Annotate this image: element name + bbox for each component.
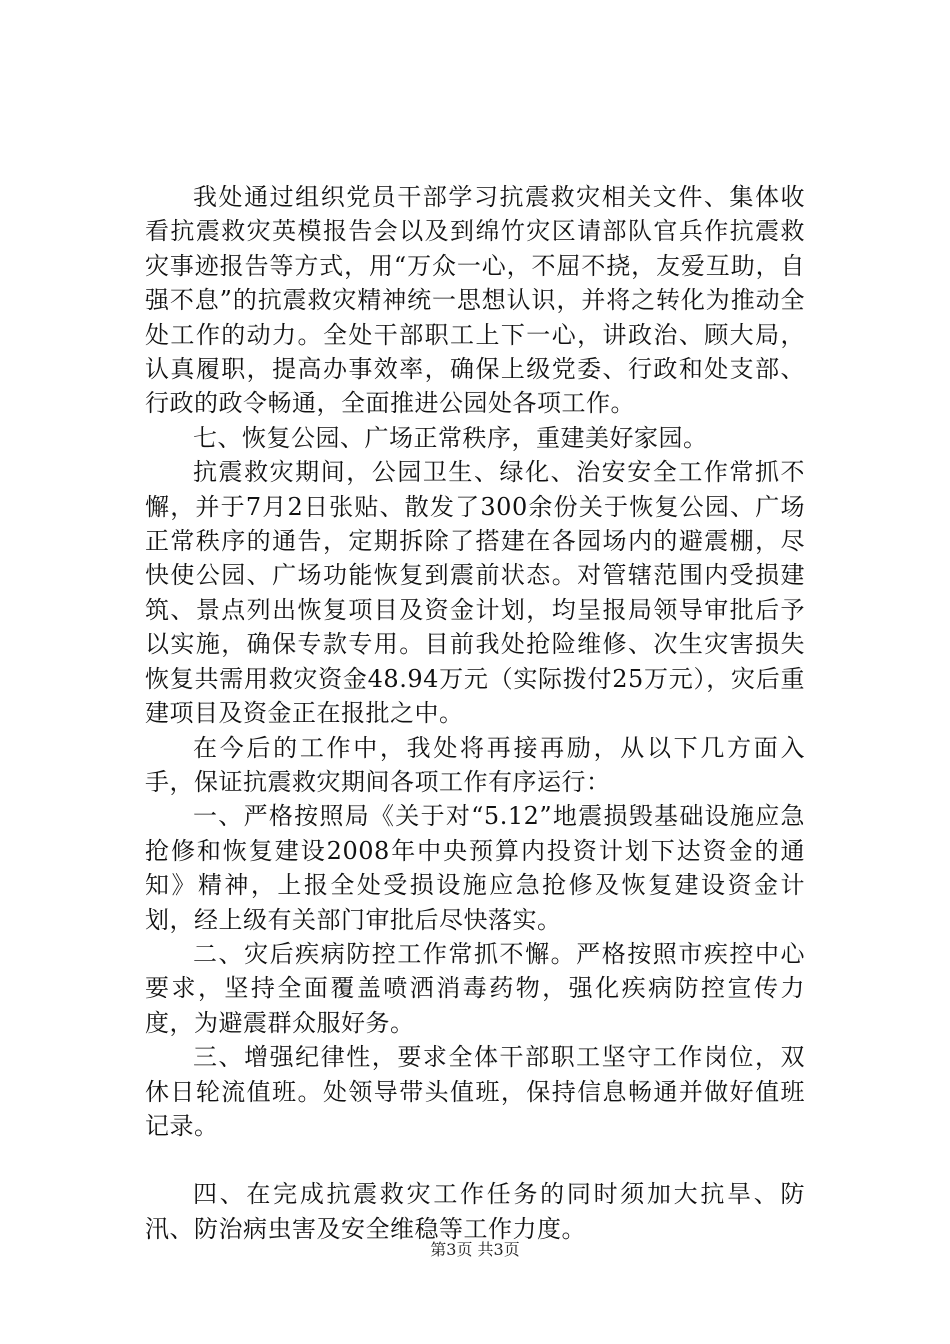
paragraph-future-work-intro: 在今后的工作中，我处将再接再励，从以下几方面入手，保证抗震救灾期间各项工作有序运行： — [145, 733, 805, 796]
list-item-funding-plan: 一、严格按照局《关于对“5.12”地震损毁基础设施应急抢修和恢复建设2008年中央预算内投资计划下达资金的通知》精神，上报全处受损设施应急抢修及恢复建设资金计划，经上级有关部门审批后尽快落实。 — [145, 802, 805, 934]
list-item-drought-flood: 四、在完成抗震救灾工作任务的同时须加大抗旱、防汛、防治病虫害及安全维稳等工作力度。 — [145, 1180, 805, 1243]
paragraph-restore-order: 抗震救灾期间，公园卫生、绿化、治安安全工作常抓不懈，并于7月2日张贴、散发了300余份关于恢复公园、广场正常秩序的通告，定期拆除了搭建在各园场内的避震棚，尽快使公园、广场功能恢复到震前状态。对管辖范围内受损建筑、景点列出恢复项目及资金计划，均呈报局领导审批后予以实施，确保专款专用。目前我处抢险维修、次生灾害损失恢复共需用救灾资金48.94万元（实际拨付25万元），灾后重建项目及资金正在报批之中。 — [145, 458, 805, 728]
section-heading-restore-parks: 七、恢复公园、广场正常秩序，重建美好家园。 — [193, 423, 708, 452]
page-number: 第3页 共3页 — [430, 1240, 520, 1259]
list-item-disease-control: 二、灾后疾病防控工作常抓不懈。严格按照市疾控中心要求，坚持全面覆盖喷洒消毒药物，强化疾病防控宣传力度，为避震群众服好务。 — [145, 939, 805, 1037]
list-item-discipline: 三、增强纪律性，要求全体干部职工坚守工作岗位，双休日轮流值班。处领导带头值班，保持信息畅通并做好值班记录。 — [145, 1043, 805, 1140]
document-body — [145, 180, 805, 1246]
paragraph-study-activities: 我处通过组织党员干部学习抗震救灾相关文件、集体收看抗震救灾英模报告会以及到绵竹灾区请部队官兵作抗震救灾事迹报告等方式，用“万众一心，不屈不挠，友爱互助，自强不息”的抗震救灾精神统一思想认识，并将之转化为推动全处工作的动力。全处干部职工上下一心，讲政治、顾大局，认真履职，提高办事效率，确保上级党委、行政和处支部、行政的政令畅通，全面推进公园处各项工作。 — [145, 183, 805, 418]
